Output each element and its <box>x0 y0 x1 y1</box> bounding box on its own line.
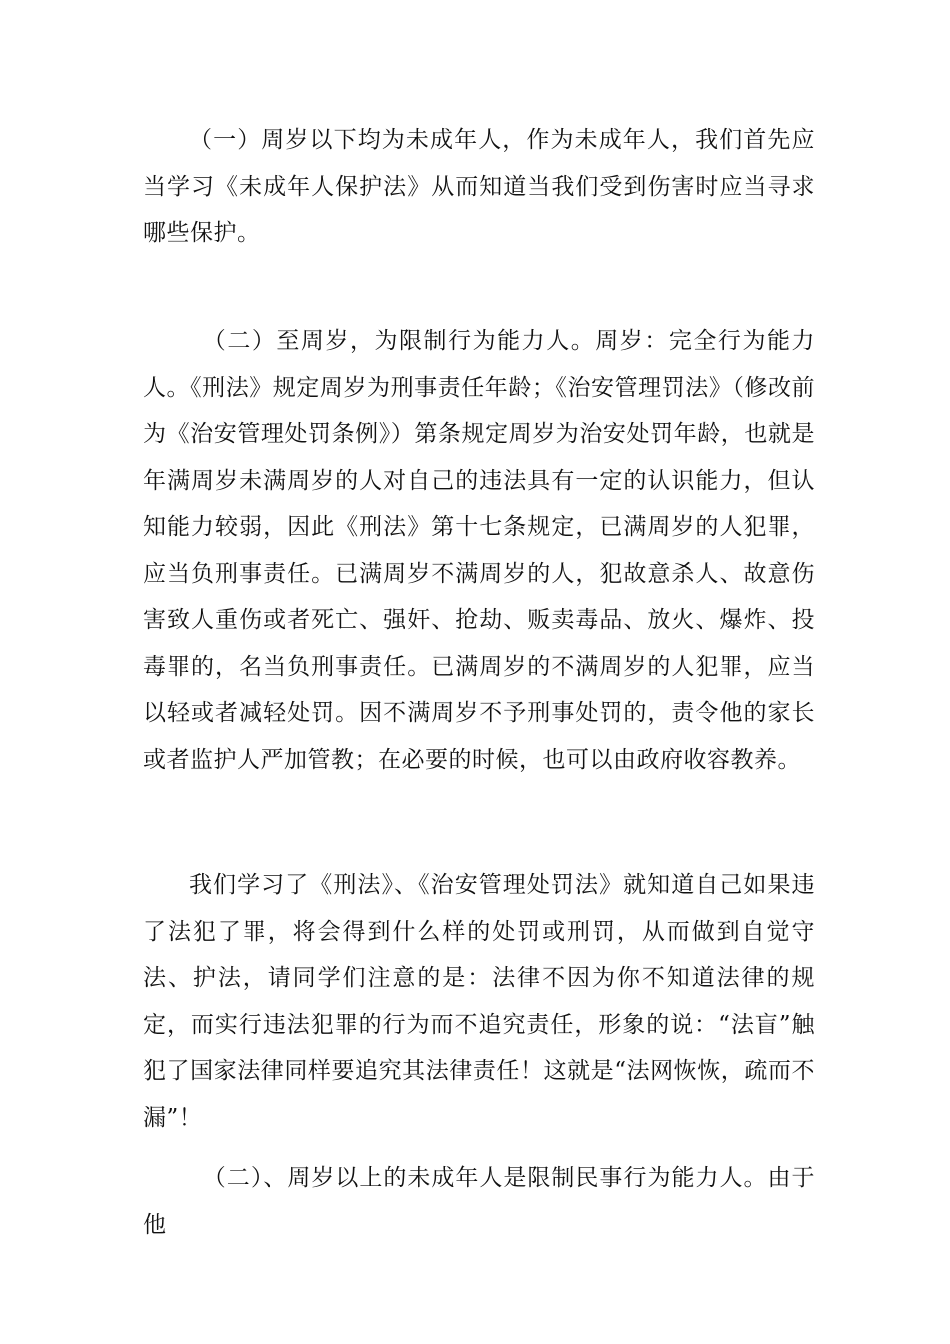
paragraph-criminal-responsibility-age: （二）至周岁，为限制行为能力人。周岁：完全行为能力人。《刑法》规定周岁为刑事责任年龄；《治安管理罚法》（修改前为《治安管理处罚条例》）第条规定周岁为治安处罚年龄，也就是年满周岁未满周岁的人对自己的违法具有一定的认识能力，但认知能力较弱，因此《刑法》第十七条规定，已满周岁的人犯罪，应当负刑事责任。已满周岁不满周岁的人，犯故意杀人、故意伤害致人重伤或者死亡、强奸、抢劫、贩卖毒品、放火、爆炸、投毒罪的，名当负刑事责任。已满周岁的不满周岁的人犯罪，应当以轻或者减轻处罚。因不满周岁不予刑事处罚的，责令他的家长或者监护人严加管教；在必要的时候，也可以由政府收容教养。 <box>143 328 815 773</box>
paragraph-minors-protection: （一）周岁以下均为未成年人，作为未成年人，我们首先应当学习《未成年人保护法》从而知道当我们受到伤害时应当寻求哪些保护。 <box>143 127 815 246</box>
paragraph-law-awareness: 我们学习了《刑法》、《治安管理处罚法》就知道自己如果违了法犯了罪，将会得到什么样的处罚或刑罚，从而做到自觉守法、护法，请同学们注意的是：法律不因为你不知道法律的规定，而实行违法犯罪的行为而不追究责任，形象的说：“法盲”触犯了国家法律同样要追究其法律责任！这就是“法网恢恢，疏而不漏”！ <box>143 872 815 1131</box>
paragraph-civil-capacity: （二）、周岁以上的未成年人是限制民事行为能力人。由于他 <box>143 1165 815 1238</box>
